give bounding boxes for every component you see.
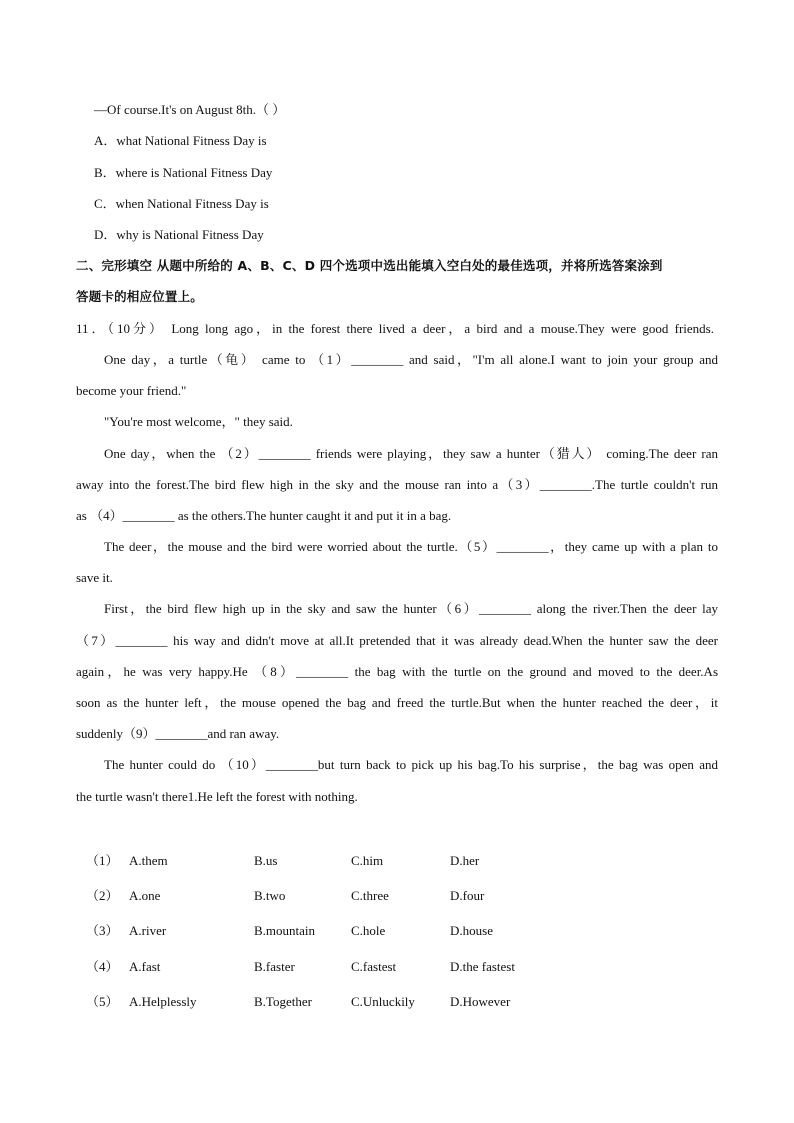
choice-option-d: D.the fastest bbox=[450, 959, 515, 974]
choice-option-d: D.However bbox=[450, 994, 511, 1009]
choice-option-d: D.four bbox=[450, 888, 485, 903]
question10-option-c: C．when National Fitness Day is bbox=[94, 196, 269, 211]
choice-option-c: C.fastest bbox=[351, 959, 397, 974]
passage-line-12: again，he was very happy.He （8）________ the bag with the turtle on the ground and moved to the deer.As bbox=[76, 664, 718, 679]
passage-line-5: One day，when the （2）________ friends were playing，they saw a hunter（猎人） coming.The deer ran bbox=[104, 446, 718, 461]
section2-heading-line2: 答题卡的相应位置上。 bbox=[76, 289, 204, 304]
choice-option-d: D.house bbox=[450, 923, 493, 938]
choice-option-a: A.them bbox=[129, 853, 168, 868]
passage-line-13: soon as the hunter left，the mouse opened the bag and freed the turtle.But when the hunter reached the deer，it bbox=[76, 695, 718, 710]
question10-option-a: A．what National Fitness Day is bbox=[94, 133, 267, 148]
question10-stem: —Of course.It's on August 8th.（ ） bbox=[94, 102, 286, 117]
choice-number: （4） bbox=[86, 959, 119, 974]
choice-option-d: D.her bbox=[450, 853, 480, 868]
passage-line-1: 11．（10分） Long long ago，in the forest there lived a deer，a bird and a mouse.They were good friends. bbox=[76, 321, 714, 336]
passage-line-8: The deer，the mouse and the bird were worried about the turtle.（5）________，they came up with a plan to bbox=[104, 539, 718, 554]
choice-option-a: A.fast bbox=[129, 959, 161, 974]
question10-option-b: B．where is National Fitness Day bbox=[94, 165, 273, 180]
passage-line-6: away into the forest.The bird flew high in the sky and the mouse ran into a（3）________.The turtle couldn't run bbox=[76, 477, 718, 492]
choice-number: （1） bbox=[86, 853, 119, 868]
choice-option-a: A.one bbox=[129, 888, 161, 903]
passage-line-14: suddenly（9）________and ran away. bbox=[76, 726, 280, 741]
choice-number: （2） bbox=[86, 888, 119, 903]
choice-option-b: B.two bbox=[254, 888, 286, 903]
choice-number: （5） bbox=[86, 994, 119, 1009]
passage-line-2: One day，a turtle（龟） came to （1）________ and said，"I'm all alone.I want to join your group and bbox=[104, 352, 718, 367]
choice-option-c: C.hole bbox=[351, 923, 386, 938]
choice-number: （3） bbox=[86, 923, 119, 938]
section2-heading-line1: 二、完形填空 从题中所给的 A、B、C、D 四个选项中选出能填入空白处的最佳选项，并将所选答案涂到 bbox=[76, 258, 663, 273]
passage-line-15: The hunter could do （10）________but turn back to pick up his bag.To his surprise，the bag was open and bbox=[104, 757, 718, 772]
choice-option-c: C.three bbox=[351, 888, 389, 903]
choice-option-b: B.faster bbox=[254, 959, 295, 974]
passage-line-7: as （4）________ as the others.The hunter caught it and put it in a bag. bbox=[76, 508, 452, 523]
passage-line-9: save it. bbox=[76, 570, 113, 585]
question10-option-d: D．why is National Fitness Day bbox=[94, 227, 264, 242]
choice-option-b: B.mountain bbox=[254, 923, 316, 938]
passage-line-16: the turtle wasn't there1.He left the forest with nothing. bbox=[76, 789, 358, 804]
choice-option-a: A.Helplessly bbox=[129, 994, 197, 1009]
passage-line-4: "You're most welcome，" they said. bbox=[104, 414, 293, 429]
passage-line-11: （7）________ his way and didn't move at all.It pretended that it was already dead.When the hunter saw the deer bbox=[76, 633, 718, 648]
choice-option-c: C.him bbox=[351, 853, 384, 868]
choice-option-c: C.Unluckily bbox=[351, 994, 415, 1009]
choice-option-b: B.Together bbox=[254, 994, 312, 1009]
passage-line-10: First，the bird flew high up in the sky and saw the hunter（6）________ along the river.Then the deer lay bbox=[104, 601, 718, 616]
choice-option-b: B.us bbox=[254, 853, 278, 868]
passage-line-3: become your friend." bbox=[76, 383, 187, 398]
choice-option-a: A.river bbox=[129, 923, 167, 938]
